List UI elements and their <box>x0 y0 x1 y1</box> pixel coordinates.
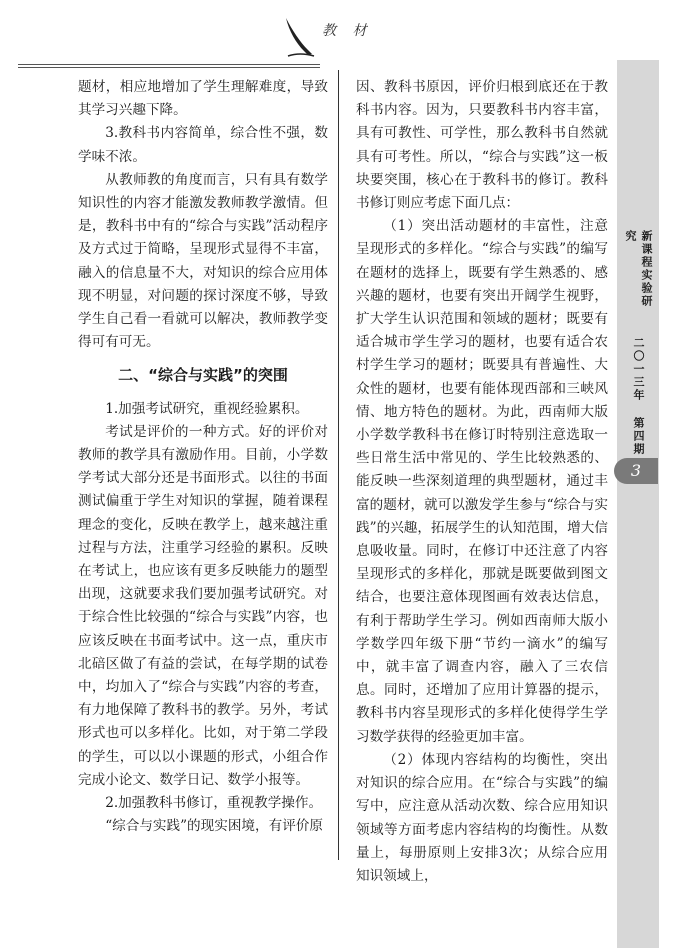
header-rule <box>18 64 320 65</box>
paragraph: （1）突出活动题材的丰富性，注意呈现形式的多样化。“综合与实践”的编写在题材的选择上，既要有学生熟悉的、感兴趣的题材，也要有突出开阔学生视野，扩大学生认识范围和领域的题材；既要有适合城市学生学习的题材，也要有适合农村学生学习的题材；既要具有普遍性、大众性的题材，也要有能体现西部和三峡风情、地方特色的题材。为此，西南师大版小学数学教科书在修订时特别注意选取一些日常生活中常见的、学生比较熟悉的、能反映一些深刻道理的典型题材，通过丰富的题材，就可以激发学生参与“综合与实践”的兴趣，拓展学生的认知范围，增大信息吸收量。同时，在修订中还注意了内容呈现形式的多样化，那就是既要做到图文结合，也要注意体现图画有效表达信息，有利于帮助学生学习。例如西南师大版小学数学四年级下册“节约一滴水”的编写中，就丰富了调查内容，融入了三农信息。同时，还增加了应用计算器的提示，教科书内容呈现形式的多样化使得学生学习数学获得的经验更加丰富。 <box>356 218 608 745</box>
paragraph: （2）体现内容结构的均衡性，突出对知识的综合应用。在“综合与实践”的编写中，应注意从活动次数、综合应用知识领域等方面考虑内容结构的均衡性。从数量上，每册原则上安排3次；从综合应用知识领域上， <box>356 751 608 884</box>
page-number: 3 <box>614 458 658 484</box>
column-divider <box>338 70 339 860</box>
paragraph: 因、教科书原因，评价归根到底还在于教科书内容。因为，只要教科书内容丰富，具有可教性、可学性，那么教科书自然就具有可考性。所以，“综合与实践”这一板块要突围，核心在于教科书的修订。教科书修订则应考虑下面几点： <box>356 79 608 212</box>
left-column <box>78 76 328 839</box>
page-header <box>0 0 680 70</box>
issue-label: 二〇一三年 第四期 <box>632 336 645 456</box>
header-rule <box>18 67 320 68</box>
paragraph: 2.加强教科书修订，重视教学操作。 <box>105 795 323 812</box>
journal-name: 新课程实验研究 <box>624 230 653 308</box>
journal-sidebar <box>617 60 659 948</box>
pen-brush-icon <box>282 16 316 58</box>
header-title: 教 材 <box>322 23 373 39</box>
paragraph: 3.教科书内容简单，综合性不强，数学味不浓。 <box>78 125 328 165</box>
right-column <box>356 76 608 888</box>
paragraph: “综合与实践”的现实困境，有评价原 <box>105 818 323 835</box>
section-heading: 二、“综合与实践”的突围 <box>118 366 288 385</box>
paragraph: 从教师教的角度而言，只有具有数学知识性的内容才能激发教师教学激情。但是，教科书中有的“综合与实践”活动程序及方式过于简略，呈现形式显得不丰富，融入的信息量不大，对知识的综合应用体现不明显，对问题的探讨深度不够，导致学生自己看一看就可以解决，教师教学变得可有可无。 <box>78 171 328 351</box>
paragraph: 题材，相应地增加了学生理解难度，导致其学习兴趣下降。 <box>78 79 328 119</box>
paragraph: 考试是评价的一种方式。好的评价对教师的教学具有激励作用。目前，小学数学考试大部分还是书面形式。以往的书面测试偏重于学生对知识的掌握，随着课程理念的变化，反映在教学上，越来越注重过程与方法，注重学习经验的累积。反映在考试上，也应该有更多反映能力的题型出现，这就要求我们要加强考试研究。对于综合性比较强的“综合与实践”内容，也应该反映在书面考试中。这一点，重庆市北碚区做了有益的尝试，在每学期的试卷中，均加入了“综合与实践”内容的考查，有力地保障了教科书的教学。另外，考试形式也可以多样化。比如，对于第二学段的学生，可以以小课题的形式，小组合作完成小论文、数学日记、数学小报等。 <box>78 423 328 788</box>
paragraph: 1.加强考试研究，重视经验累积。 <box>105 400 309 417</box>
